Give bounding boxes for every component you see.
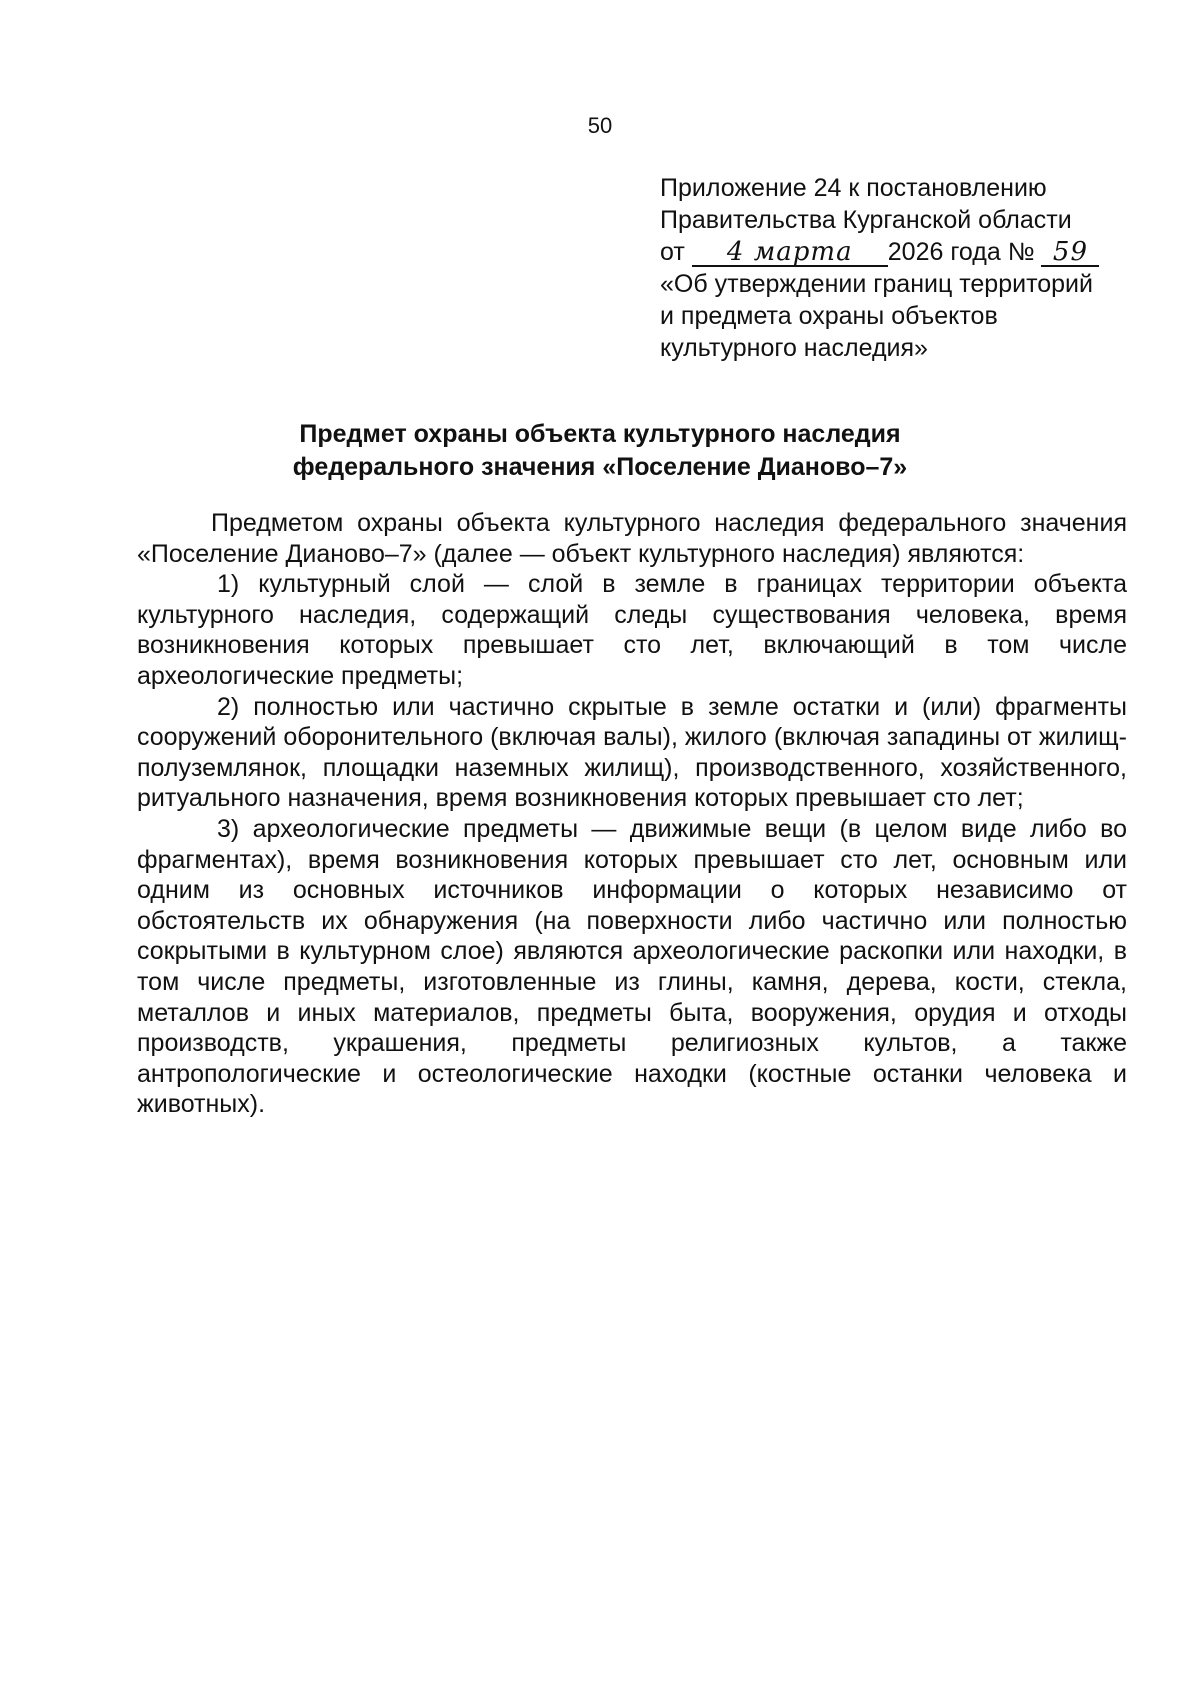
appendix-line-6: культурного наследия» bbox=[660, 334, 928, 362]
title-line-2: федерального значения «Поселение Дианово–7» bbox=[292, 453, 908, 481]
appendix-line-4: «Об утверждении границ территорий bbox=[660, 270, 1093, 298]
handwritten-number: 59 bbox=[1041, 239, 1099, 267]
handwritten-date: 4 марта bbox=[692, 239, 888, 267]
appendix-date-line bbox=[660, 236, 1140, 268]
page-number: 50 bbox=[587, 113, 613, 138]
appendix-line-2: Правительства Курганской области bbox=[660, 206, 1072, 234]
list-item-1: 1) культурный слой — слой в земле в границах территории объекта культурного наследия, содержащий следы существования человека, время возникновения которых превышает сто лет, включающий в том числе археологические предметы; bbox=[137, 570, 1127, 690]
document-body bbox=[137, 508, 1127, 1120]
intro-paragraph: Предметом охраны объекта культурного наследия федерального значения «Поселение Дианово–7» (далее — объект культурного наследия) являются: bbox=[137, 509, 1127, 568]
date-prefix: от bbox=[660, 238, 685, 266]
year-text: 2026 года № bbox=[887, 238, 1035, 266]
appendix-block bbox=[660, 172, 1140, 364]
title-line-1: Предмет охраны объекта культурного наследия bbox=[299, 420, 901, 448]
list-item-2: 2) полностью или частично скрытые в земле остатки и (или) фрагменты сооружений оборонительного (включая валы), жилого (включая западины от жилищ-полуземлянок, площадки наземных жилищ), производственного, хозяйственного, ритуального назначения, время возникновения которых превышает сто лет; bbox=[137, 692, 1127, 813]
appendix-line-1: Приложение 24 к постановлению bbox=[660, 174, 1047, 202]
appendix-line-5: и предмета охраны объектов bbox=[660, 302, 998, 330]
list-item-3: 3) археологические предметы — движимые вещи (в целом виде либо во фрагментах), время возникновения которых превышает сто лет, основным или одним из основных источников информации о которых независимо от обстоятельств их обнаружения (на поверхности либо частично или полностью сокрытыми в культурном слое) являются археологические раскопки или находки, в том числе предметы, изготовленные из глины, камня, дерева, кости, стекла, металлов и иных материалов, предметы быта, вооружения, орудия и отходы производств, украшения, предметы религиозных культов, а также антропологические и остеологические находки (костные останки человека и животных). bbox=[137, 814, 1127, 1119]
document-title bbox=[0, 418, 1200, 484]
